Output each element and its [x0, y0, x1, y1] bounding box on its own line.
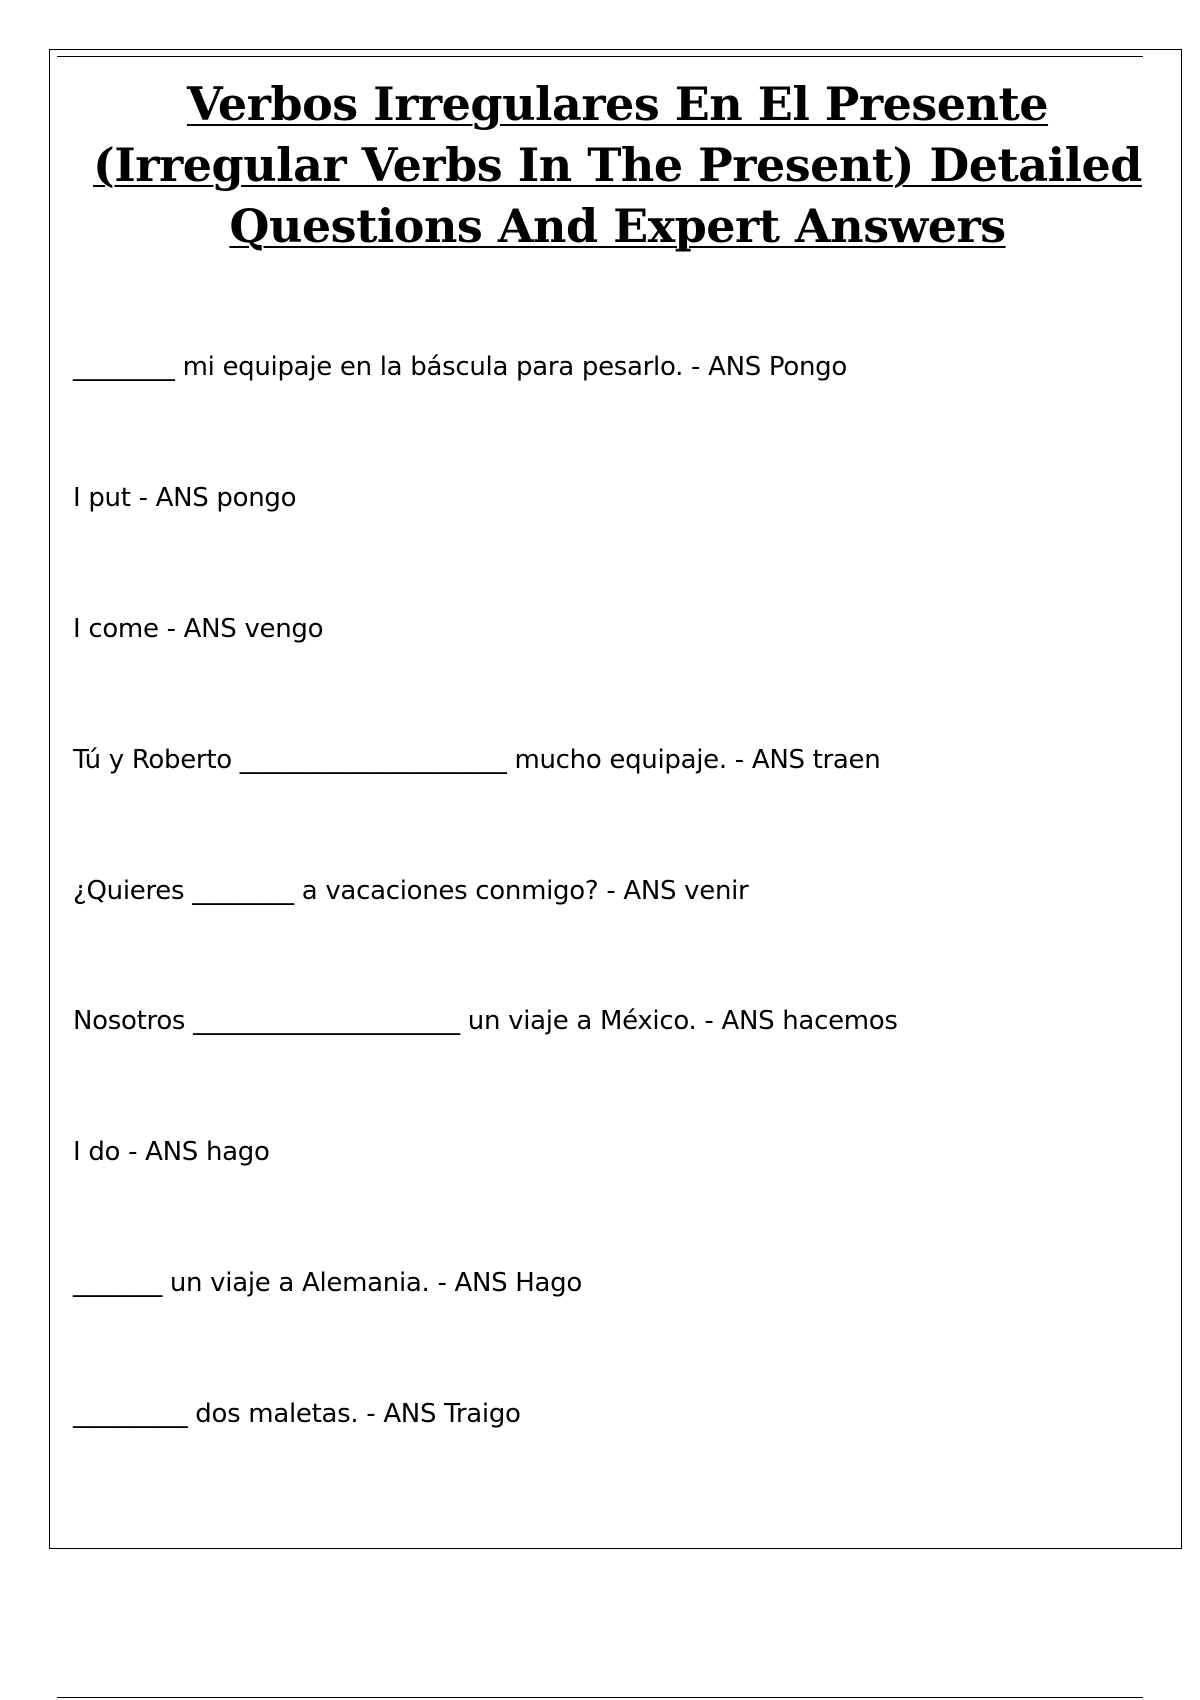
qa-item-9: _________ dos maletas. - ANS Traigo	[73, 1399, 521, 1429]
qa-item-3: I come - ANS vengo	[73, 614, 324, 644]
qa-item-4: Tú y Roberto _____________________ mucho equipaje. - ANS traen	[73, 745, 881, 775]
document-title: Verbos Irregulares En El Presente (Irregular Verbs In The Present) Detailed Questions And Expert Answers	[93, 77, 1142, 253]
qa-item-8: _______ un viaje a Alemania. - ANS Hago	[73, 1268, 582, 1298]
qa-item-7: I do - ANS hago	[73, 1137, 270, 1167]
qa-item-1: ________ mi equipaje en la báscula para pesarlo. - ANS Pongo	[73, 352, 847, 382]
page-frame	[49, 49, 1182, 1549]
bottom-rule	[57, 1697, 1143, 1698]
qa-item-6: Nosotros _____________________ un viaje a México. - ANS hacemos	[73, 1006, 898, 1036]
qa-item-5: ¿Quieres ________ a vacaciones conmigo? - ANS venir	[73, 876, 749, 906]
top-rule	[57, 56, 1143, 57]
qa-item-2: I put - ANS pongo	[73, 483, 297, 513]
